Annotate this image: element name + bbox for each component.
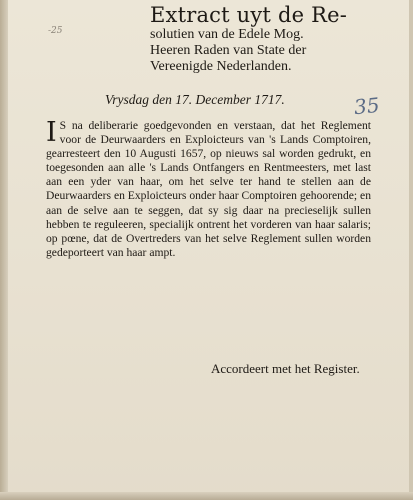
page-edge-shadow-left (0, 0, 8, 500)
resolution-body (46, 119, 371, 260)
page-edge-right (409, 0, 413, 500)
title-line-4: Vereenigde Nederlanden. (150, 59, 292, 74)
title-line-2: solutien van de Edele Mog. (150, 27, 304, 42)
title-line-1: Extract uyt de Re- (150, 3, 348, 27)
drop-cap: I (46, 117, 57, 148)
certification-line: Accordeert met het Register. (211, 361, 360, 376)
handwritten-page-number: 35 (352, 92, 381, 120)
page-edge-shadow-bottom (0, 492, 413, 500)
resolution-text: S na deliberarie goedgevonden en verstaan, dat het Reglement voor de Deurwaarders en Exploicteurs van 's Lands Comptoiren, gearresteert den 10 Augusti 1657, op nieuws sal worden gedrukt, en toegesonden aan alle 's Lands Ontfangers en Rentmeesters, met last aan een yder van haar, om het selve ter hand te stellen aan de Deurwaarders en Exploicteurs onder haar Comptoiren gehoorende; en aan de selve aan te seggen, dat sy sig daar na precieselijk sullen hebben te reguleeren, specialijk ontrent het vorderen van haar salaris; op pœne, dat de Overtreders van het selve Reglement sullen worden gedeporteert van haar ampt. (46, 119, 371, 259)
document-title (150, 4, 400, 74)
dateline: Vrysdag den 17. December 1717. (105, 92, 285, 107)
title-line-3: Heeren Raden van State der (150, 43, 307, 58)
margin-annotation: -25 (48, 26, 63, 36)
